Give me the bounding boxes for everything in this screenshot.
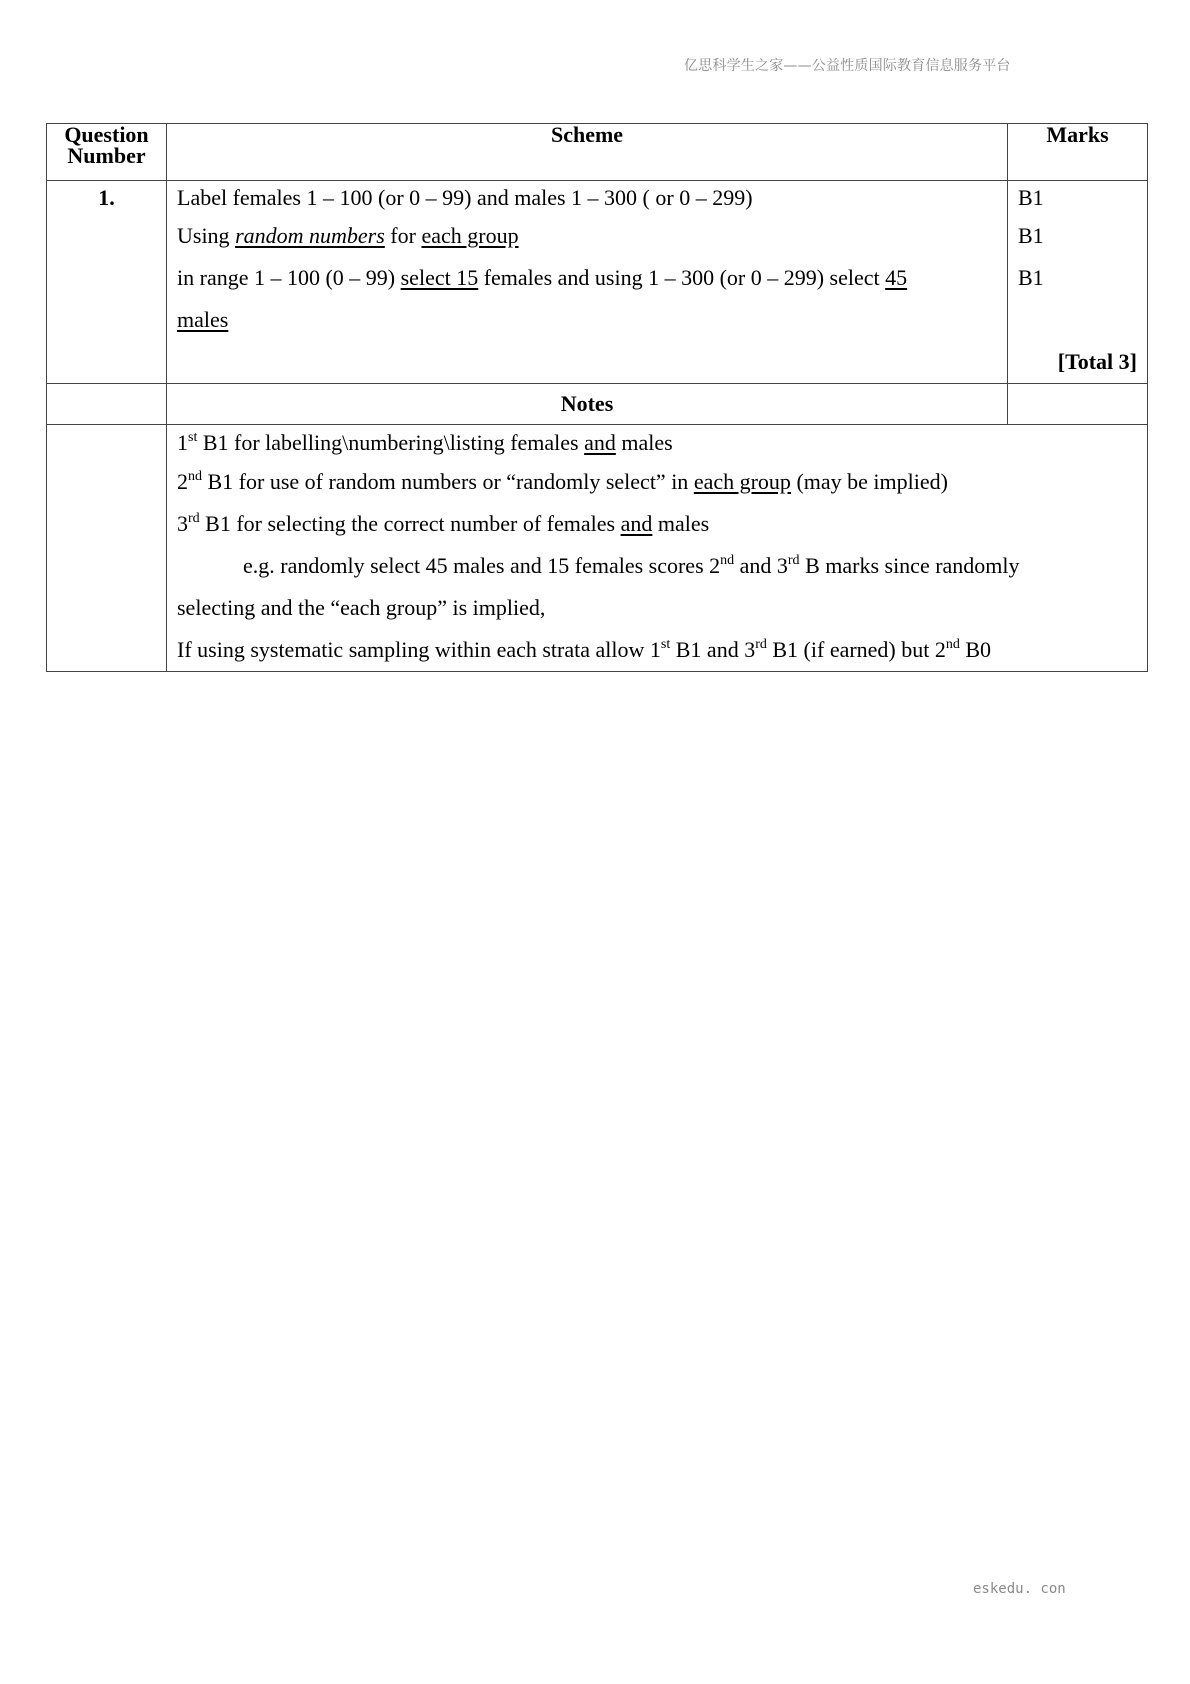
- note-text: B marks since randomly: [799, 553, 1020, 578]
- mark-scheme-table: [46, 123, 1148, 672]
- note-text: 2: [177, 469, 188, 494]
- scheme-underlined: each group: [421, 223, 519, 248]
- note-underlined: and: [584, 430, 616, 455]
- ordinal-suffix: rd: [787, 553, 800, 568]
- note-text: males: [652, 511, 710, 536]
- footer-watermark: eskedu. con: [973, 1581, 1066, 1597]
- question-number: 1.: [47, 181, 167, 384]
- scheme-cell: [167, 181, 1008, 384]
- note-text: B1 (if earned) but 2: [766, 637, 946, 662]
- note-text: 1: [177, 430, 188, 455]
- ordinal-suffix: rd: [755, 637, 767, 652]
- note-text: B1 for selecting the correct number of females: [199, 511, 621, 536]
- scheme-line-2: [177, 215, 997, 257]
- notes-row: [47, 425, 1148, 672]
- marks-cell: [1008, 181, 1148, 384]
- ordinal-suffix: nd: [945, 637, 960, 652]
- note-text: (may be implied): [790, 469, 948, 494]
- note-underlined: and: [620, 511, 653, 536]
- total-marks: [Total 3]: [1057, 349, 1137, 374]
- note-text: 3: [177, 511, 188, 536]
- note-line-1: [177, 425, 1137, 461]
- mark-2: B1: [1018, 223, 1044, 248]
- note-line-5: selecting and the “each group” is implied,: [177, 595, 546, 620]
- ordinal-suffix: nd: [720, 553, 735, 568]
- note-line-4: [177, 545, 1137, 587]
- empty-cell: [47, 384, 167, 425]
- question-header-line1: Question: [64, 122, 149, 147]
- note-underlined: each group: [693, 469, 791, 494]
- scheme-text: in range 1 – 100 (0 – 99): [177, 265, 401, 290]
- note-text: B0: [959, 637, 992, 662]
- ordinal-suffix: st: [660, 637, 671, 652]
- scheme-header: Scheme: [167, 124, 1008, 181]
- note-text: and 3: [734, 553, 788, 578]
- note-text: B1 for labelling\numbering\listing females: [197, 430, 585, 455]
- scheme-italic-underlined: random numbers: [235, 223, 385, 248]
- scheme-line-4: [177, 299, 997, 341]
- note-text: e.g. randomly select 45 males and 15 females scores 2: [243, 553, 721, 578]
- marks-header: Marks: [1008, 124, 1148, 181]
- header-watermark: 亿思科学生之家——公益性质国际教育信息服务平台: [684, 58, 1011, 74]
- note-text: B1 for use of random numbers or “randomly select” in: [202, 469, 694, 494]
- mark-blank: [1018, 299, 1137, 341]
- scheme-underlined: 45: [885, 265, 908, 290]
- ordinal-suffix: st: [188, 430, 198, 445]
- question-row: [47, 181, 1148, 384]
- table-header-row: [47, 124, 1148, 181]
- note-text: If using systematic sampling within each strata allow 1: [177, 637, 661, 662]
- empty-cell: [1008, 384, 1148, 425]
- note-line-6: [177, 629, 1137, 671]
- scheme-underlined: males: [177, 307, 229, 332]
- scheme-line-1: Label females 1 – 100 (or 0 – 99) and males 1 – 300 ( or 0 – 299): [177, 185, 753, 210]
- notes-cell: [167, 425, 1148, 672]
- ordinal-suffix: rd: [188, 511, 200, 526]
- note-line-3: [177, 503, 1137, 545]
- question-number-header: [47, 124, 167, 181]
- ordinal-suffix: nd: [188, 469, 202, 484]
- empty-cell: [47, 425, 167, 672]
- question-header-line2: Number: [67, 143, 146, 168]
- note-text: B1 and 3: [670, 637, 756, 662]
- scheme-line-blank: [177, 341, 997, 383]
- scheme-text: Using: [177, 223, 236, 248]
- mark-3: B1: [1018, 265, 1044, 290]
- scheme-text: females and using 1 – 300 (or 0 – 299) select: [478, 265, 886, 290]
- scheme-text: for: [384, 223, 422, 248]
- notes-title: Notes: [167, 384, 1008, 425]
- note-line-2: [177, 461, 1137, 503]
- notes-header-row: [47, 384, 1148, 425]
- mark-1: B1: [1018, 185, 1044, 210]
- note-text: males: [615, 430, 673, 455]
- scheme-underlined: select 15: [400, 265, 479, 290]
- scheme-line-3: [177, 257, 997, 299]
